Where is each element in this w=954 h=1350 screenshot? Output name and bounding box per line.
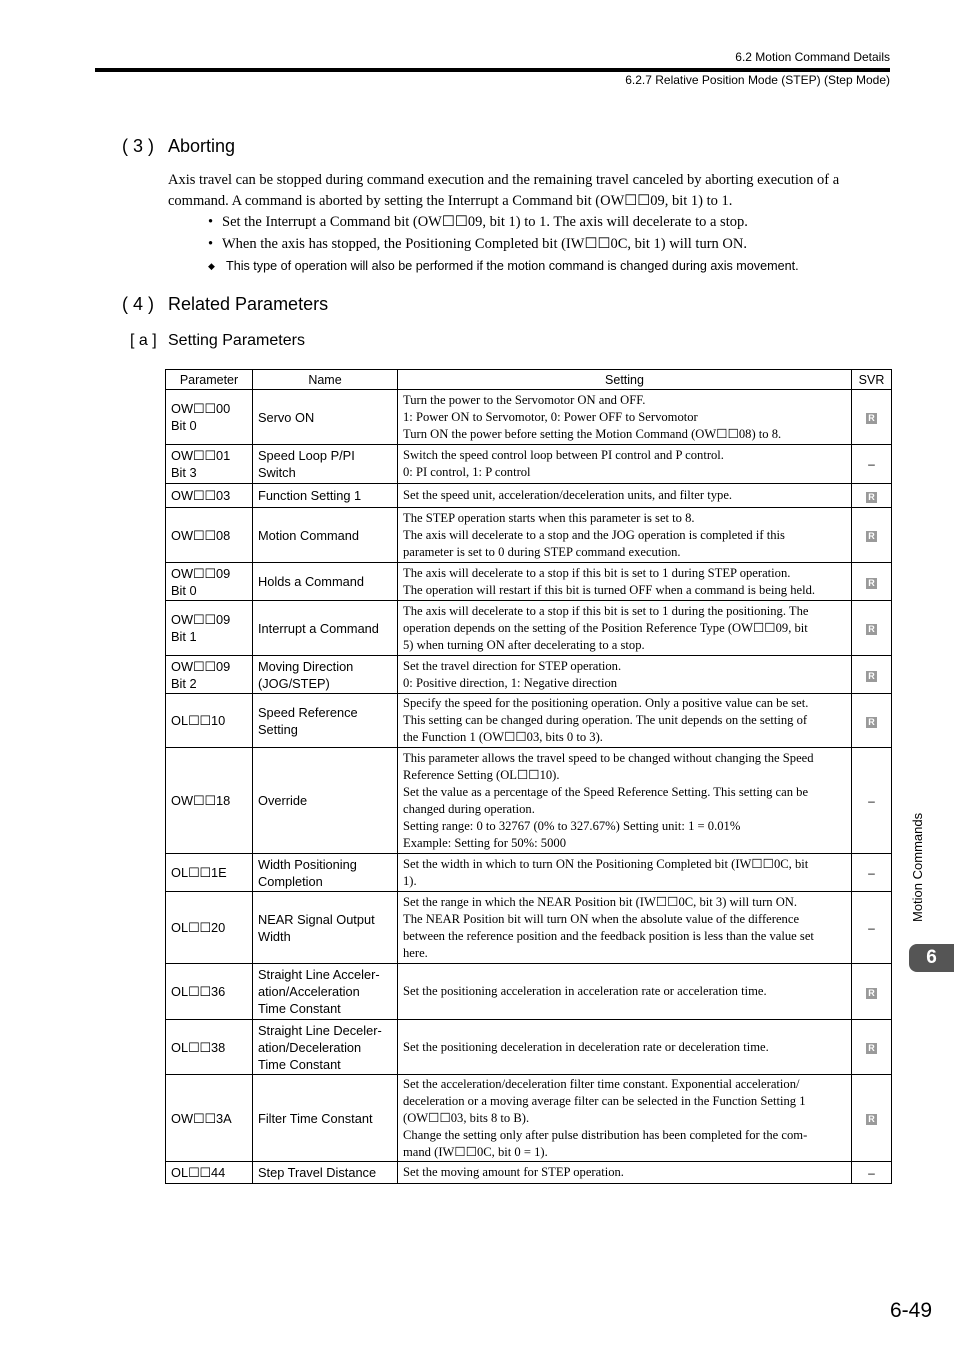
svr-r-icon: R xyxy=(866,717,877,728)
bullet-item xyxy=(208,214,748,231)
svr-dash: – xyxy=(868,1165,875,1180)
column-header-parameter: Parameter xyxy=(166,370,253,390)
parameter-cell-line: Bit 3 xyxy=(171,465,197,480)
svr-dash: – xyxy=(868,793,875,808)
bullet-mark: • xyxy=(208,214,214,230)
table-row xyxy=(166,601,892,656)
setting-cell-line: The axis will decelerate to a stop and the JOG operation is completed if this xyxy=(403,527,785,542)
setting-cell-line: Setting range: 0 to 32767 (0% to 327.67%) Setting unit: 1 = 0.01% xyxy=(403,818,741,833)
setting-cell-line: 0: Positive direction, 1: Negative direction xyxy=(403,675,618,690)
svr-r-icon: R xyxy=(866,492,877,503)
parameter-cell-line: Bit 0 xyxy=(171,418,197,433)
heading-aborting xyxy=(122,136,235,157)
name-cell-line: Holds a Command xyxy=(258,574,364,589)
bullet-item xyxy=(208,236,747,253)
setting-cell-line: The axis will decelerate to a stop if this bit is set to 1 during STEP operation. xyxy=(403,565,791,580)
name-cell-line: Straight Line Acceler- xyxy=(258,967,380,982)
table-row xyxy=(166,508,892,563)
setting-cell xyxy=(398,390,852,445)
parameter-cell xyxy=(166,1075,253,1162)
setting-cell-line: Example: Setting for 50%: 5000 xyxy=(403,835,566,850)
setting-cell-line: changed during operation. xyxy=(403,801,535,816)
setting-cell-line: operation depends on the setting of the Position Reference Type (OW☐☐09, bit xyxy=(403,620,808,635)
svr-cell xyxy=(852,1020,892,1075)
parameter-cell-line: OW☐☐09 xyxy=(171,658,231,674)
parameter-cell-line: OL☐☐44 xyxy=(171,1165,226,1180)
parameter-cell xyxy=(166,656,253,694)
svr-cell xyxy=(852,484,892,508)
setting-cell-line: The axis will decelerate to a stop if this bit is set to 1 during the positioning. The xyxy=(403,603,809,618)
setting-cell-line: Set the positioning acceleration in acceleration rate or acceleration time. xyxy=(403,984,767,998)
name-cell-line: Time Constant xyxy=(258,1056,341,1072)
svr-r-icon: R xyxy=(866,1043,877,1054)
name-cell-line: ation/Deceleration xyxy=(258,1039,362,1055)
name-cell-line: Function Setting 1 xyxy=(258,488,362,503)
svr-r-icon: R xyxy=(866,1114,877,1125)
parameter-cell xyxy=(166,854,253,892)
name-cell xyxy=(253,601,398,656)
parameter-cell-line: OW☐☐09 xyxy=(171,565,231,581)
svr-r-icon: R xyxy=(866,671,877,682)
table-row xyxy=(166,445,892,484)
heading-number: [ a ] xyxy=(130,332,157,349)
parameter-cell xyxy=(166,694,253,748)
name-cell-line: Completion xyxy=(258,873,323,889)
table-row xyxy=(166,964,892,1020)
setting-cell xyxy=(398,508,852,563)
svr-r-icon: R xyxy=(866,413,877,424)
parameter-cell-line: OW☐☐09 xyxy=(171,612,231,627)
parameter-cell-line: Bit 1 xyxy=(171,629,197,644)
setting-cell-line: (OW☐☐03, bits 8 to B). xyxy=(403,1110,530,1125)
setting-cell-line: mand (IW☐☐0C, bit 0 = 1). xyxy=(403,1144,548,1159)
name-cell xyxy=(253,484,398,508)
name-cell xyxy=(253,1020,398,1075)
parameter-cell-line: OW☐☐03 xyxy=(171,488,231,503)
table-row xyxy=(166,484,892,508)
setting-cell xyxy=(398,964,852,1020)
chapter-tab: 6 xyxy=(909,944,954,972)
header-rule xyxy=(95,68,890,72)
name-cell xyxy=(253,508,398,563)
parameter-cell xyxy=(166,601,253,656)
setting-cell-line: 1). xyxy=(403,873,417,888)
name-cell xyxy=(253,694,398,748)
note-item xyxy=(208,259,799,273)
svr-cell xyxy=(852,601,892,656)
setting-cell-line: here. xyxy=(403,945,428,960)
heading-title: Aborting xyxy=(168,136,236,156)
parameter-cell xyxy=(166,964,253,1020)
parameter-cell-line: OW☐☐00 xyxy=(171,401,231,416)
setting-cell-line: Set the travel direction for STEP operation. xyxy=(403,658,622,673)
table-row xyxy=(166,656,892,694)
setting-cell-line: The operation will restart if this bit is turned OFF when a command is being held. xyxy=(403,582,816,597)
parameter-cell-line: OL☐☐1E xyxy=(171,865,227,880)
setting-cell xyxy=(398,1162,852,1184)
setting-cell-line: Change the setting only after pulse distribution has been completed for the com- xyxy=(403,1127,808,1142)
heading-setting-parameters xyxy=(130,332,305,350)
parameter-cell-line: OW☐☐3A xyxy=(171,1110,232,1126)
setting-cell xyxy=(398,601,852,656)
name-cell-line: Switch xyxy=(258,465,296,480)
table-row xyxy=(166,1162,892,1184)
setting-cell xyxy=(398,694,852,748)
parameter-cell xyxy=(166,508,253,563)
name-cell xyxy=(253,748,398,854)
name-cell-line: ation/Acceleration xyxy=(258,984,360,999)
svr-cell xyxy=(852,445,892,484)
svr-cell xyxy=(852,748,892,854)
parameter-cell-line: OW☐☐01 xyxy=(171,448,231,463)
setting-cell xyxy=(398,563,852,601)
name-cell-line: Override xyxy=(258,793,308,808)
name-cell-line: (JOG/STEP) xyxy=(258,675,330,691)
setting-cell-line: Set the positioning deceleration in deceleration rate or deceleration time. xyxy=(403,1039,769,1054)
name-cell xyxy=(253,892,398,964)
parameter-cell xyxy=(166,563,253,601)
setting-cell-line: Set the width in which to turn ON the Positioning Completed bit (IW☐☐0C, bit xyxy=(403,856,809,871)
svr-cell xyxy=(852,1075,892,1162)
table-row xyxy=(166,1020,892,1075)
setting-cell xyxy=(398,892,852,964)
setting-cell-line: Set the moving amount for STEP operation. xyxy=(403,1165,624,1179)
name-cell-line: Speed Loop P/PI xyxy=(258,448,355,463)
name-cell-line: Width xyxy=(258,928,291,944)
page-number: 6-49 xyxy=(889,1299,932,1322)
header-section: 6.2 Motion Command Details xyxy=(735,50,890,64)
svr-cell xyxy=(852,964,892,1020)
bullet-mark: • xyxy=(208,236,214,252)
parameter-cell-line: OL☐☐20 xyxy=(171,920,226,935)
name-cell-line: Setting xyxy=(258,721,298,737)
name-cell-line: Filter Time Constant xyxy=(258,1110,373,1126)
setting-cell-line: Reference Setting (OL☐☐10). xyxy=(403,767,560,782)
setting-cell xyxy=(398,656,852,694)
parameter-cell xyxy=(166,390,253,445)
setting-cell xyxy=(398,1020,852,1075)
svr-cell xyxy=(852,390,892,445)
name-cell-line: Width Positioning xyxy=(258,856,357,872)
table-row xyxy=(166,748,892,854)
name-cell xyxy=(253,445,398,484)
name-cell xyxy=(253,1162,398,1184)
setting-cell xyxy=(398,484,852,508)
diamond-icon: ◆ xyxy=(208,261,215,271)
parameter-cell-line: OL☐☐38 xyxy=(171,1039,226,1055)
svr-cell xyxy=(852,694,892,748)
table-row xyxy=(166,563,892,601)
name-cell-line: Step Travel Distance xyxy=(258,1165,377,1180)
table-row xyxy=(166,390,892,445)
table-header-row xyxy=(166,370,892,390)
setting-cell xyxy=(398,854,852,892)
aborting-paragraph: Axis travel can be stopped during command execution and the remaining travel canceled by aborting execution of a command. A command is aborted by setting the Interrupt a Command bit (OW☐☐09, bit 1) to 1. xyxy=(168,172,840,209)
parameter-cell-line: Bit 2 xyxy=(171,675,197,691)
header-subsection: 6.2.7 Relative Position Mode (STEP) (Step Mode) xyxy=(625,73,890,87)
setting-cell-line: Set the speed unit, acceleration/deceleration units, and filter type. xyxy=(403,488,733,502)
svr-cell xyxy=(852,1162,892,1184)
setting-cell-line: 1: Power ON to Servomotor, 0: Power OFF to Servomotor xyxy=(403,409,698,424)
svr-cell xyxy=(852,508,892,563)
setting-cell-line: This parameter allows the travel speed to be changed without changing the Speed xyxy=(403,750,814,765)
heading-number: ( 4 ) xyxy=(122,294,155,314)
side-chapter-label: Motion Commands xyxy=(910,812,925,922)
parameter-cell-line: OL☐☐10 xyxy=(171,713,226,728)
parameter-cell xyxy=(166,484,253,508)
parameters-table xyxy=(165,369,892,1184)
setting-cell-line: Set the value as a percentage of the Speed Reference Setting. This setting can be xyxy=(403,784,809,799)
heading-related-parameters xyxy=(122,294,328,315)
parameter-cell-line: OL☐☐36 xyxy=(171,984,226,999)
column-header-svr: SVR xyxy=(852,370,892,390)
column-header-name: Name xyxy=(253,370,398,390)
name-cell-line: Motion Command xyxy=(258,527,359,543)
name-cell xyxy=(253,854,398,892)
column-header-setting: Setting xyxy=(398,370,852,390)
setting-cell xyxy=(398,1075,852,1162)
setting-cell-line: between the reference position and the feedback position is less than the value set xyxy=(403,928,814,943)
name-cell xyxy=(253,390,398,445)
svr-cell xyxy=(852,656,892,694)
name-cell xyxy=(253,656,398,694)
svr-dash: – xyxy=(868,457,875,471)
name-cell xyxy=(253,964,398,1020)
parameter-cell xyxy=(166,445,253,484)
setting-cell-line: 5) when turning ON after decelerating to a stop. xyxy=(403,637,645,652)
bullet-text: Set the Interrupt a Command bit (OW☐☐09, bit 1) to 1. The axis will decelerate to a stop. xyxy=(222,214,748,230)
name-cell-line: Straight Line Deceler- xyxy=(258,1022,382,1038)
parameter-cell-line: OW☐☐18 xyxy=(171,793,231,808)
svr-r-icon: R xyxy=(866,578,877,589)
table-row xyxy=(166,854,892,892)
svr-r-icon: R xyxy=(866,624,877,635)
name-cell xyxy=(253,1075,398,1162)
setting-cell-line: Turn ON the power before setting the Motion Command (OW☐☐08) to 8. xyxy=(403,426,782,441)
heading-title: Setting Parameters xyxy=(168,332,305,349)
setting-cell xyxy=(398,748,852,854)
parameter-cell-line: OW☐☐08 xyxy=(171,527,231,543)
svr-dash: – xyxy=(868,865,875,880)
parameter-cell xyxy=(166,1020,253,1075)
name-cell-line: NEAR Signal Output xyxy=(258,911,375,927)
table-row xyxy=(166,694,892,748)
table-row xyxy=(166,892,892,964)
heading-number: ( 3 ) xyxy=(122,136,155,156)
note-text: This type of operation will also be performed if the motion command is changed during axis movement. xyxy=(226,259,799,273)
name-cell xyxy=(253,563,398,601)
setting-cell-line: This setting can be changed during operation. The unit depends on the setting of xyxy=(403,713,808,727)
parameter-cell-line: Bit 0 xyxy=(171,582,197,598)
setting-cell xyxy=(398,445,852,484)
setting-cell-line: deceleration or a moving average filter can be selected in the Function Setting 1 xyxy=(403,1093,806,1108)
table-row xyxy=(166,1075,892,1162)
svr-cell xyxy=(852,854,892,892)
setting-cell-line: Specify the speed for the positioning operation. Only a positive value can be set. xyxy=(403,696,809,710)
parameter-cell xyxy=(166,748,253,854)
setting-cell-line: parameter is set to 0 during STEP command execution. xyxy=(403,544,681,559)
name-cell-line: Speed Reference xyxy=(258,704,358,720)
name-cell-line: Moving Direction xyxy=(258,658,354,674)
setting-cell-line: Set the range in which the NEAR Position bit (IW☐☐0C, bit 3) will turn ON. xyxy=(403,894,798,909)
parameter-cell xyxy=(166,892,253,964)
setting-cell-line: Turn the power to the Servomotor ON and OFF. xyxy=(403,392,646,407)
name-cell-line: Time Constant xyxy=(258,1001,341,1016)
setting-cell-line: the Function 1 (OW☐☐03, bits 0 to 3). xyxy=(403,730,603,744)
heading-title: Related Parameters xyxy=(168,294,329,314)
svr-dash: – xyxy=(868,920,875,935)
setting-cell-line: The STEP operation starts when this parameter is set to 8. xyxy=(403,510,695,525)
svr-r-icon: R xyxy=(866,531,877,542)
name-cell-line: Interrupt a Command xyxy=(258,620,379,636)
svr-r-icon: R xyxy=(866,988,877,999)
setting-cell-line: Switch the speed control loop between PI control and P control. xyxy=(403,448,724,462)
setting-cell-line: 0: PI control, 1: P control xyxy=(403,465,531,479)
setting-cell-line: The NEAR Position bit will turn ON when the absolute value of the difference xyxy=(403,911,800,926)
bullet-text: When the axis has stopped, the Positioning Completed bit (IW☐☐0C, bit 1) will turn ON. xyxy=(222,236,747,252)
svr-cell xyxy=(852,892,892,964)
svr-cell xyxy=(852,563,892,601)
name-cell-line: Servo ON xyxy=(258,409,315,425)
setting-cell-line: Set the acceleration/deceleration filter time constant. Exponential acceleration/ xyxy=(403,1076,800,1091)
parameter-cell xyxy=(166,1162,253,1184)
